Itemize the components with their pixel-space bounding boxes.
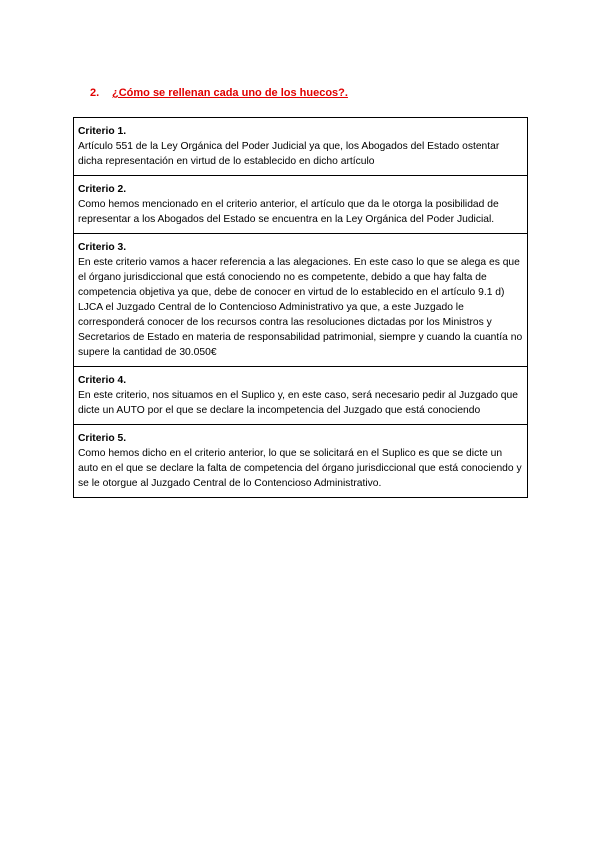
criterion-cell	[74, 425, 528, 498]
criterion-body: Como hemos mencionado en el criterio anterior, el artículo que da le otorga la posibilidad de representar a los Abogados del Estado se encuentra en la Ley Orgánica del Poder Judicial.	[78, 199, 499, 225]
criterion-row-4	[74, 367, 528, 425]
criterion-body: En este criterio vamos a hacer referencia a las alegaciones. En este caso lo que se alega es que el órgano jurisdiccional que está conociendo no es competente, debido a que hay falta de competencia objetiva ya que, debe de conocer en virtud de lo establecido en el artículo 9.1 d) LJCA el Juzgado Central de lo Contencioso Administrativo ya que, a este Juzgado le corresponderá conocer de los recursos contra las resoluciones dictadas por los Ministros y Secretarios de Estado en materia de responsabilidad patrimonial, siempre y cuando la cuantía no supere la cantidad de 30.050€	[78, 257, 523, 358]
criterion-body: Artículo 551 de la Ley Orgánica del Poder Judicial ya que, los Abogados del Estado ostentar dicha representación en virtud de lo establecido en dicho artículo	[78, 141, 500, 167]
criterion-cell	[74, 367, 528, 425]
criterion-row-2	[74, 176, 528, 234]
criterion-cell	[74, 234, 528, 367]
criterion-cell	[74, 118, 528, 176]
criterion-cell	[74, 176, 528, 234]
section-heading	[90, 87, 348, 99]
criterion-title: Criterio 3.	[78, 242, 127, 253]
criterion-row-5	[74, 425, 528, 498]
criterion-row-3	[74, 234, 528, 367]
criterion-body: Como hemos dicho en el criterio anterior, lo que se solicitará en el Suplico es que se dicte un auto en el que se declare la falta de competencia del órgano jurisdiccional que está conociendo y se le otorgue al Juzgado Central de lo Contencioso Administrativo.	[78, 448, 522, 489]
criterion-row-1	[74, 118, 528, 176]
section-title: ¿Cómo se rellenan cada uno de los huecos?.	[112, 87, 348, 99]
section-number: 2.	[90, 87, 100, 99]
criterion-title: Criterio 2.	[78, 184, 127, 195]
criteria-table	[73, 117, 528, 498]
criterion-title: Criterio 5.	[78, 433, 127, 444]
criterion-title: Criterio 4.	[78, 375, 127, 386]
criterion-title: Criterio 1.	[78, 126, 127, 137]
criterion-body: En este criterio, nos situamos en el Suplico y, en este caso, será necesario pedir al Juzgado que dicte un AUTO por el que se declare la incompetencia del Juzgado que está conociendo	[78, 390, 518, 416]
